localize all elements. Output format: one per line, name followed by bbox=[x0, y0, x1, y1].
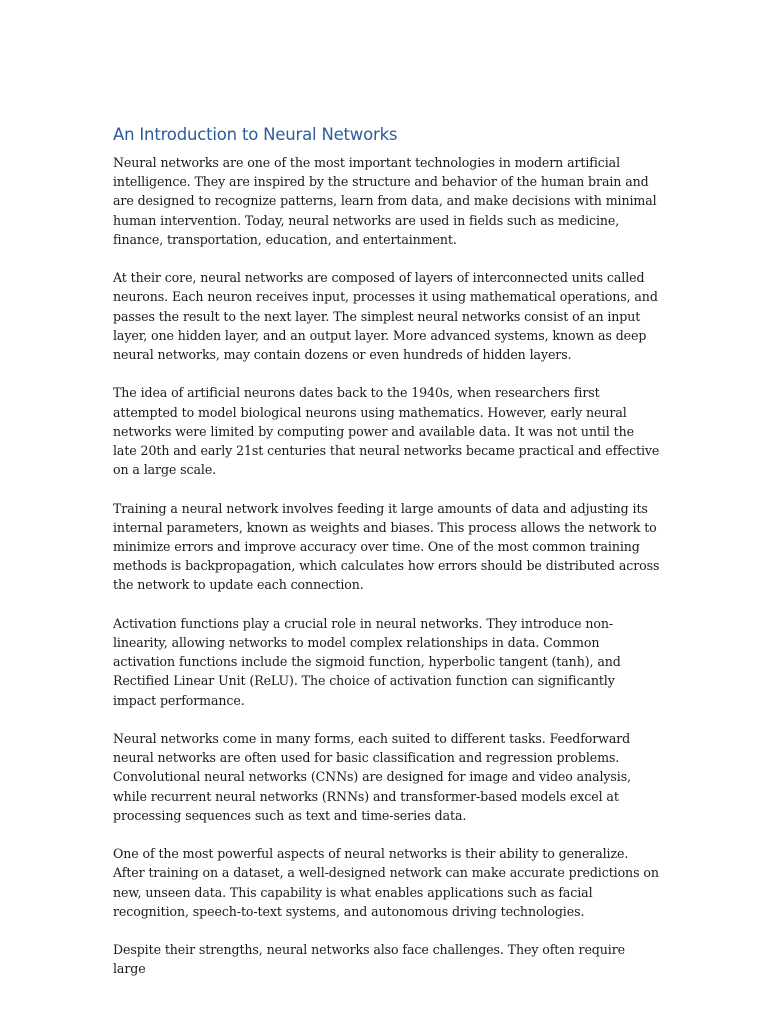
document-title: An Introduction to Neural Networks bbox=[113, 125, 398, 144]
paragraph: Despite their strengths, neural networks also face challenges. They often require large bbox=[113, 942, 625, 977]
paragraph: Neural networks are one of the most important technologies in modern artificial intelligence. They are inspired by the structure and behavior of the human brain and are designed to recognize patterns, learn from data, and make decisions with minimal human intervention. Today, neural networks are used in fields such as medicine, finance, transportation, education, and entertainment. bbox=[113, 155, 657, 247]
paragraph: Training a neural network involves feeding it large amounts of data and adjusting its internal parameters, known as weights and biases. This process allows the network to minimize errors and improve accuracy over time. One of the most common training methods is backpropagation, which calculates how errors should be distributed across the network to update each connection. bbox=[113, 500, 660, 593]
paragraph: Neural networks come in many forms, each suited to different tasks. Feedforward neural networks are often used for basic classification and regression problems. Convolutional neural networks (CNNs) are designed for image and video analysis, while recurrent neural networks (RNNs) and transformer-based models excel at processing sequences such as text and time-series data. bbox=[113, 731, 631, 823]
paragraph: At their core, neural networks are composed of layers of interconnected units called neurons. Each neuron receives input, processes it using mathematical operations, and passes the result to the next layer. The simplest neural networks consist of an input layer, one hidden layer, and an output layer. More advanced systems, known as deep neural networks, may contain dozens or even hundreds of hidden layers. bbox=[113, 270, 658, 363]
paragraph: One of the most powerful aspects of neural networks is their ability to generalize. After training on a dataset, a well-designed network can make accurate predictions on new, unseen data. This capability is what enables applications such as facial recognition, speech-to-text systems, and autonomous driving technologies. bbox=[113, 846, 659, 919]
paragraph: Activation functions play a crucial role in neural networks. They introduce non-linearity, allowing networks to model complex relationships in data. Common activation functions include the sigmoid function, hyperbolic tangent (tanh), and Rectified Linear Unit (ReLU). The choice of activation function can significantly impact performance. bbox=[113, 615, 621, 708]
paragraph: The idea of artificial neurons dates back to the 1940s, when researchers first attempted to model biological neurons using mathematics. However, early neural networks were limited by computing power and available data. It was not until the late 20th and early 21st centuries that neural networks became practical and effective on a large scale. bbox=[113, 385, 660, 478]
document-body bbox=[113, 124, 661, 998]
